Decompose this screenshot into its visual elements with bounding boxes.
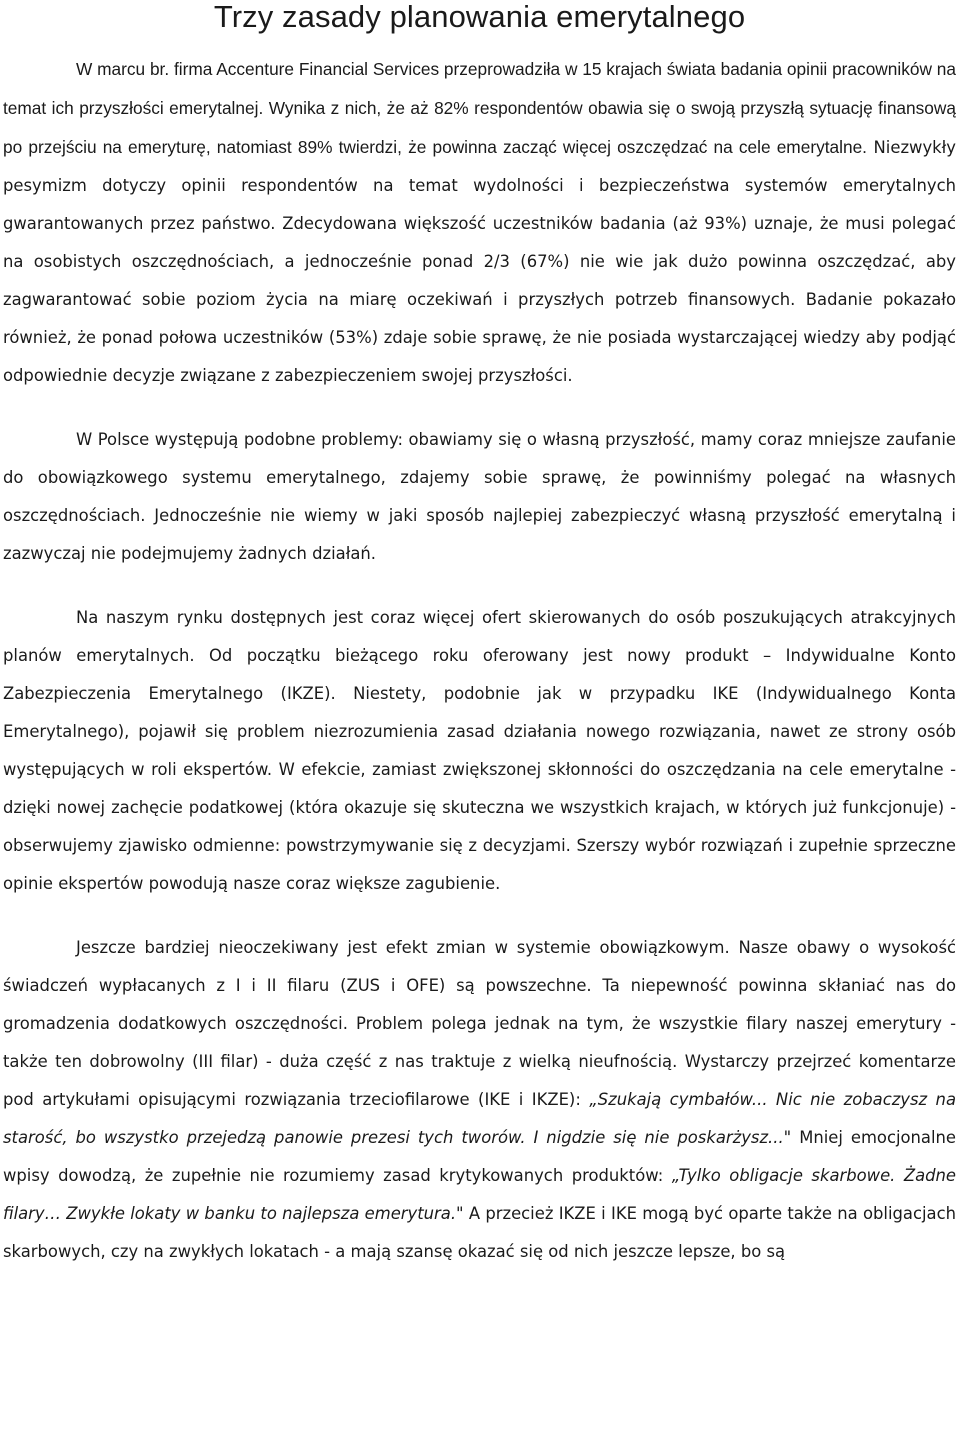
paragraph-4-quote-2: „Tylko obligacje skarbowe. Żadne filary… Zwykłe lokaty w banku to najlepsza emerytura." bbox=[3, 1166, 956, 1223]
paragraph-1-intro: W marcu br. firma Accenture Financial Services przeprowadziła w 15 krajach świata badania opinii pracowników na temat ich przyszłości emerytalnej. Wynika z nich, że aż 82% respondentów obawia się o swoją przyszłą sytuację finansową po przejściu na emeryturę, natomiast 89% twierdzi, że powinna zacząć więcej oszczędzać na cele emerytalne. bbox=[3, 59, 956, 157]
paragraph-1-body: Niezwykły pesymizm dotyczy opinii respondentów na temat wydolności i bezpieczeństwa systemów emerytalnych gwarantowanych przez państwo. Zdecydowana większość uczestników badania (aż 93%) uznaje, że musi polegać na osobistych oszczędnościach, a jednocześnie ponad 2/3 (67%) nie wie jak dużo powinna oszczędzać, aby zagwarantować sobie poziom życia na miarę oczekiwań i przyszłych potrzeb finansowych. Badanie pokazało również, że ponad połowa uczestników (53%) zdaje sobie sprawę, że nie posiada wystarczającej wiedzy aby podjąć odpowiednie decyzje związane z zabezpieczeniem swojej przyszłości. bbox=[3, 138, 957, 385]
paragraph-4-text-2: Mniej emocjonalne wpisy dowodzą, że zupełnie nie rozumiemy zasad krytykowanych produktów: bbox=[3, 1128, 956, 1185]
paragraph-4-quote-1: „Szukają cymbałów... Nic nie zobaczysz na starość, bo wszystko przejedzą panowie prezesi tych tworów. I nigdzie się nie poskarżysz..." bbox=[3, 1090, 956, 1147]
paragraph-3: Na naszym rynku dostępnych jest coraz więcej ofert skierowanych do osób poszukujących atrakcyjnych planów emerytalnych. Od początku bieżącego roku oferowany jest nowy produkt – Indywidualne Konto Zabezpieczenia Emerytalnego (IKZE). Niestety, podobnie jak w przypadku IKE (Indywidualnego Konta Emerytalnego), pojawił się problem niezrozumienia zasad działania nowego rozwiązania, nawet ze strony osób występujących w roli ekspertów. W efekcie, zamiast zwiększonej skłonności do oszczędzania na cele emerytalne - dzięki nowej zachęcie podatkowej (która okazuje się skuteczna we wszystkich krajach, w których już funkcjonuje) - obserwujemy zjawisko odmienne: powstrzymywanie się z decyzjami. Szerszy wybór rozwiązań i zupełnie sprzeczne opinie ekspertów powodują nasze coraz większe zagubienie. bbox=[3, 608, 956, 893]
paragraph-4-text-3: A przecież IKZE i IKE mogą być oparte także na obligacjach skarbowych, czy na zwykłych lokatach - a mają szansę okazać się od nich jeszcze lepsze, bo są bbox=[3, 1204, 956, 1261]
document-title: Trzy zasady planowania emerytalnego bbox=[213, 0, 746, 34]
paragraph-2: W Polsce występują podobne problemy: obawiamy się o własną przyszłość, mamy coraz mniejsze zaufanie do obowiązkowego systemu emerytalnego, zdajemy sobie sprawę, że powinniśmy polegać na własnych oszczędnościach. Jednocześnie nie wiemy w jaki sposób najlepiej zabezpieczyć własną przyszłość emerytalną i zazwyczaj nie podejmujemy żadnych działań. bbox=[3, 430, 956, 563]
paragraph-4 bbox=[3, 929, 956, 1271]
paragraph-1 bbox=[3, 50, 956, 395]
paragraph-4-text-1: Jeszcze bardziej nieoczekiwany jest efekt zmian w systemie obowiązkowym. Nasze obawy o wysokość świadczeń wypłacanych z I i II filaru (ZUS i OFE) są powszechne. Ta niepewność powinna skłaniać nas do gromadzenia dodatkowych oszczędności. Problem polega jednak na tym, że wszystkie filary naszej emerytury - także ten dobrowolny (III filar) - duża część z nas traktuje z wielką nieufnością. Wystarczy przejrzeć komentarze pod artykułami opisującymi rozwiązania trzeciofilarowe (IKE i IKZE): bbox=[3, 938, 956, 1109]
